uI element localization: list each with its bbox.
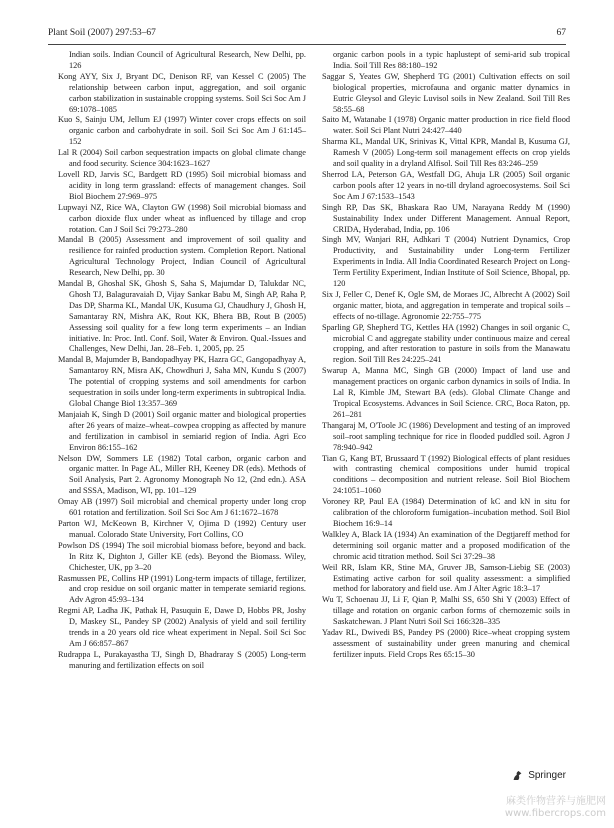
reference-entry: Mandal B, Ghoshal SK, Ghosh S, Saha S, Majumdar D, Talukdar NC, Ghosh TJ, Balaguravaiah D, Vijay Sankar Babu M, Singh AP, Raha P, Das DP, Sharma KL, Mandal UK, Kusuma GJ, Chaudhury J, Ghosh H, Samantaray RN, Mishra AK, Rout KK, Bhera BB, Rout B (2005) Assessing soil quality for a few long term experiments – an Indian initiative. In: Proc. Intl. Conf. Soil, Water & Environ. Qual.-Issues and Challenges, New Delhi, Jan. 28–Feb. 1, 2005, pp. 25 xyxy=(58,279,306,354)
reference-entry: Rasmussen PE, Collins HP (1991) Long-term impacts of tillage, fertilizer, and crop residue on soil organic matter in temperate semiarid regions. Adv Agron 45:93–134 xyxy=(58,573,306,605)
journal-citation: Plant Soil (2007) 297:53–67 xyxy=(48,28,156,38)
reference-entry: Voroney RP, Paul EA (1984) Determination of kC and kN in situ for calibration of the chloroform fumigation–incubation method. Soil Biol Biochem 16:9–14 xyxy=(322,497,570,528)
reference-entry: Sparling GP, Shepherd TG, Kettles HA (1992) Changes in soil organic C, microbial C and aggregate stability under continuous maize and cereal cropping, and after restoration to pasture in soils from the Manawatu region. Soil Till Res 24:225–241 xyxy=(322,322,570,365)
reference-entry: Walkley A, Black IA (1934) An examination of the Degtjareff method for determining soil organic matter and a proposed modification of the chromic acid titration method. Soil Sci 37:29–38 xyxy=(322,529,570,561)
reference-entry: Kong AYY, Six J, Bryant DC, Denison RF, van Kessel C (2005) The relationship between carbon input, aggregation, and soil organic carbon stabilization in sustainable cropping systems. Soil Sci Soc Am J 69:1078–1085 xyxy=(58,71,306,114)
reference-entry: Lovell RD, Jarvis SC, Bardgett RD (1995) Soil microbial biomass and acidity in long term grassland: effects of management changes. Soil Biol Biochem 27:969–975 xyxy=(58,169,306,201)
reference-entry: Lal R (2004) Soil carbon sequestration impacts on global climate change and food security. Science 304:1623–1627 xyxy=(58,148,306,169)
reference-entry: Regmi AP, Ladha JK, Pathak H, Pasuquin E, Dawe D, Hobbs PR, Joshy D, Maskey SL, Pandey SP (2002) Analysis of yield and soil fertility trends in a 20 years old rice wheat experiment in Nepal. Soil Sci Soc Am J 66:857–867 xyxy=(58,606,306,648)
reference-entry: Saito M, Watanabe I (1978) Organic matter production in rice field flood water. Soil Sci Plant Nutri 24:427–440 xyxy=(322,115,570,136)
reference-entry: Parton WJ, McKeown B, Kirchner V, Ojima D (1992) Century user manual. Colorado State University, Fort Collins, CO xyxy=(58,518,306,539)
reference-entry: Singh RP, Das SK, Bhaskara Rao UM, Narayana Reddy M (1990) Sustainability Index under Different Management. Annual Report, CRIDA, Hyderabad, India, pp. 106 xyxy=(322,202,570,234)
reference-entry: Rudrappa L, Purakayastha TJ, Singh D, Bhadraray S (2005) Long-term manuring and fertilization effects on soil xyxy=(58,649,306,670)
reference-entry: Six J, Feller C, Denef K, Ogle SM, de Moraes JC, Albrecht A (2002) Soil organic matter, biota, and aggregation in temperate and tropical soils – effects of no-tillage. Agronomie 22:755–775 xyxy=(322,289,570,321)
references-column-left xyxy=(58,50,306,672)
reference-entry: Swarup A, Manna MC, Singh GB (2000) Impact of land use and management practices on organic carbon dynamics in soils of India. In Lal R, Kimble JM, Stewart BA (eds). Global Climate Change and Tropical Ecosystems. Advances in Soil Science. CRC, Boca Raton, pp. 261–281 xyxy=(322,366,570,419)
header-rule xyxy=(48,44,566,45)
reference-entry: Omay AB (1997) Soil microbial and chemical property under long crop 601 rotation and fertilization. Soil Sci Soc Am J 61:1672–1678 xyxy=(58,497,306,518)
springer-horse-icon xyxy=(511,769,524,782)
reference-entry: Sharma KL, Mandal UK, Srinivas K, Vittal KPR, Mandal B, Kusuma GJ, Ramesh V (2005) Long-term soil management effects on crop yields and soil quality in a dryland Alfisol. Soil Till Res 83:246–259 xyxy=(322,137,570,169)
reference-entry: Kuo S, Sainju UM, Jellum EJ (1997) Winter cover crops effects on soil organic carbon and carbohydrate in soil. Soil Sci Soc Am J 61:145–152 xyxy=(58,115,306,147)
reference-entry: Saggar S, Yeates GW, Shepherd TG (2001) Cultivation effects on soil biological properties, microfauna and organic matter dynamics in Eutric Gleysol and Gleyic Luvisol soils in New Zealand. Soil Till Res 58:55–68 xyxy=(322,71,570,114)
reference-entry: Mandal B (2005) Assessment and improvement of soil quality and resilience for rainfed production system. Completion Report. National Agricultural Technology Project, Indian Council of Agricultural Research, New Delhi, pp. 30 xyxy=(58,235,306,278)
reference-entry: organic carbon pools in a typic haplustept of semi-arid sub tropical India. Soil Till Res 88:180–192 xyxy=(333,50,570,70)
reference-entry: Manjaiah K, Singh D (2001) Soil organic matter and biological properties after 26 years of maize–wheat–cowpea cropping as affected by manure and fertilization in cambisol in semiarid region of India. Agri Eco Environ 86:155–162 xyxy=(58,409,306,452)
reference-entry: Yadav RL, Dwivedi BS, Pandey PS (2000) Rice–wheat cropping system assessment of sustainability under green manuring and chemical fertilizer inputs. Field Crops Res 65:15–30 xyxy=(322,628,570,659)
reference-entry: Singh MV, Wanjari RH, Adhkari T (2004) Nutrient Dynamics, Crop Productivity, and Sustainability under Long-term Fertilizer Experiments in India. All India Coordinated Research Project on Long-Term Fertility Experiment, Indian Institute of Soil Science, Bhopal, pp. 120 xyxy=(322,235,570,289)
reference-entry: Powlson DS (1994) The soil microbial biomass before, beyond and back. In Ritz K, Dighton J, Giller KE (eds). Beyond the Biomass. Wiley, Chichester, UK, pp 3–20 xyxy=(58,540,306,572)
reference-entry: Mandal B, Majumder B, Bandopadhyay PK, Hazra GC, Gangopadhyay A, Samantaroy RN, Misra AK, Chowdhuri J, Saha MN, Kundu S (2007) The potential of cropping systems and soil amendments for carbon sequestration in soils under long-term experiments in subtropical India. Global Change Biol 13:357–369 xyxy=(58,355,306,408)
reference-entry: Weil RR, Islam KR, Stine MA, Gruver JB, Samson-Liebig SE (2003) Estimating active carbon for soil quality assessment: a simplified method for laboratory and field use. Am J Alter Agric 18:3–17 xyxy=(322,562,570,594)
running-header xyxy=(48,28,566,42)
reference-entry: Wu T, Schoenau JJ, Li F, Qian P, Malhi SS, 650 Shi Y (2003) Effect of tillage and rotation on organic carbon forms of chernozemic soils in Saskatchewan. J Plant Nutri Soil Sci 166:328–335 xyxy=(322,595,570,627)
reference-entry: Indian soils. Indian Council of Agricultural Research, New Delhi, pp. 126 xyxy=(69,50,306,70)
reference-entry: Nelson DW, Sommers LE (1982) Total carbon, organic carbon and organic matter. In Page AL, Miller RH, Keeney DR (eds). Methods of Soil Analysis, Part 2. Agronomy Monograph No 12, (2nd edn.). ASA and SSSA, Madison, WI, pp. 101–129 xyxy=(58,453,306,496)
publisher-logo xyxy=(511,769,566,782)
references-column-right xyxy=(322,50,570,661)
reference-entry: Lupwayi NZ, Rice WA, Clayton GW (1998) Soil microbial biomass and carbon dioxide flux under wheat as influenced by tillage and crop rotation. Can J Soil Sci 79:273–280 xyxy=(58,202,306,234)
watermark-line-2: www.fibercrops.com xyxy=(504,808,606,819)
watermark-line-1: 麻类作物营养与施肥网 xyxy=(506,796,606,807)
reference-entry: Thangaraj M, O'Toole JC (1986) Development and testing of an improved soil–root sampling technique for rice in flooded puddled soil. Agron J 78:940–942 xyxy=(322,420,570,452)
publisher-name: Springer xyxy=(528,770,566,781)
site-watermark xyxy=(505,796,606,820)
reference-entry: Sherrod LA, Peterson GA, Westfall DG, Ahuja LR (2005) Soil organic carbon pools after 12 years in no-till dryland agroecosystems. Soil Sci Soc Am J 67:1533–1543 xyxy=(322,169,570,201)
reference-entry: Tian G, Kang BT, Brussaard T (1992) Biological effects of plant residues with contrasting chemical compositions under humid tropical conditions – decomposition and nutrient release. Soil Biol Biochem 24:1051–1060 xyxy=(322,453,570,496)
page-number: 67 xyxy=(556,28,566,38)
